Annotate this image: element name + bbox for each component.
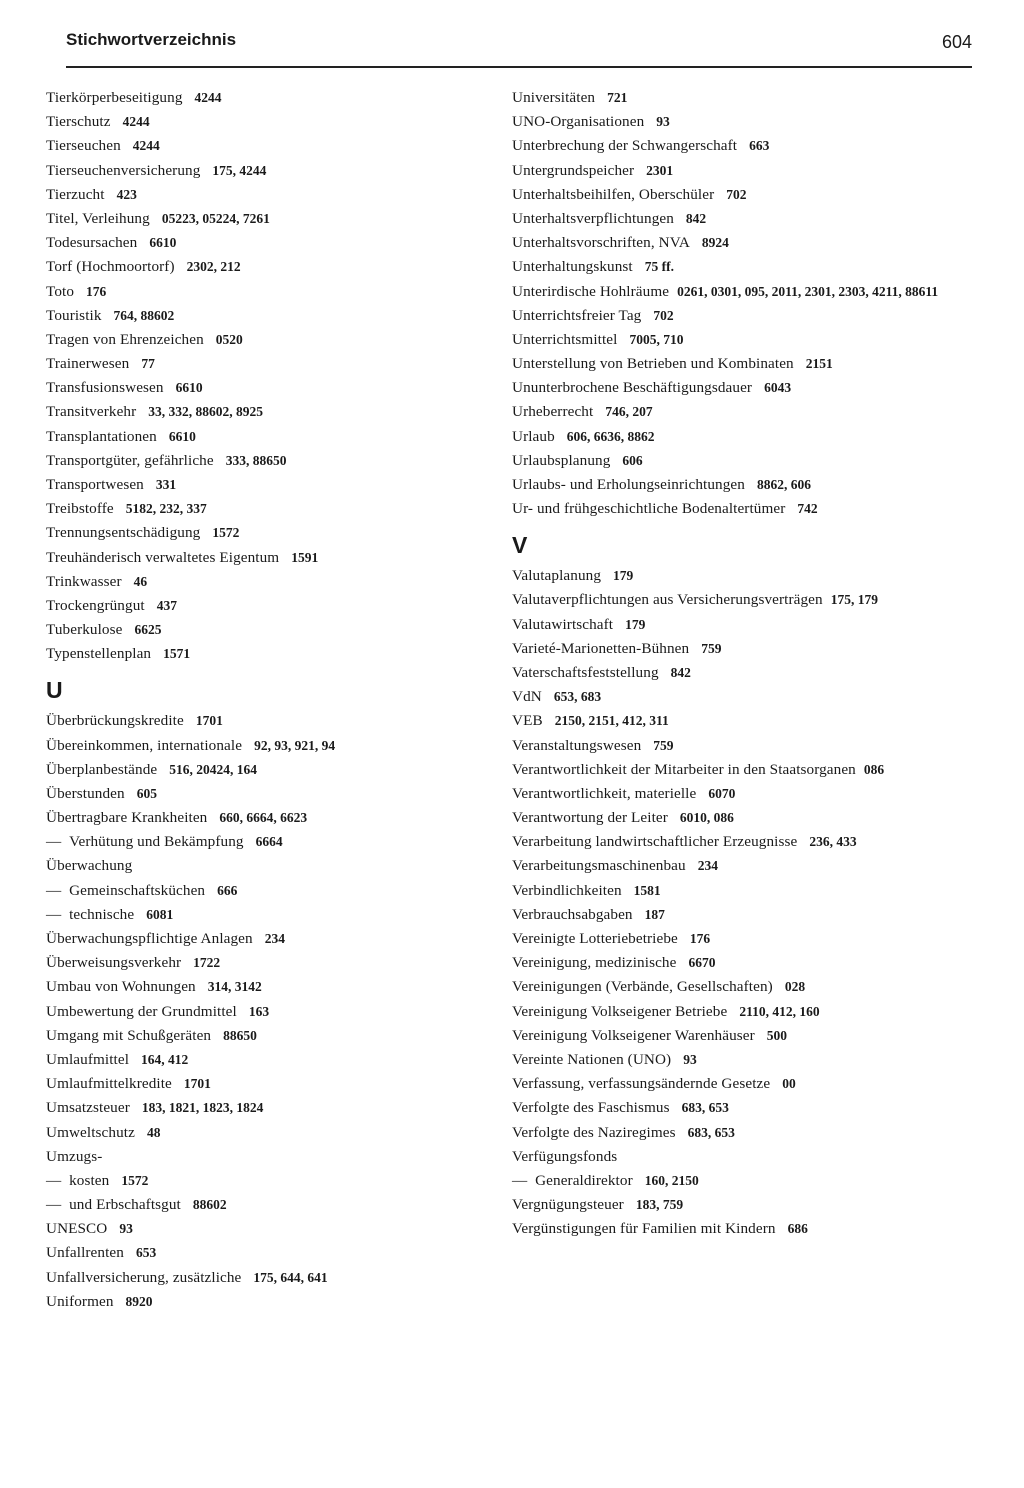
entry-references: 236, 433 (809, 834, 857, 850)
entry-term: Verarbeitungsmaschinenbau (512, 857, 686, 875)
index-entry (512, 1074, 974, 1093)
index-entry (46, 451, 476, 470)
entry-term: Typenstellenplan (46, 645, 152, 663)
entry-references: 759 (653, 737, 674, 753)
index-entry (512, 566, 974, 585)
entry-references: 516, 20424, 164 (169, 761, 257, 777)
entry-term: Toto (46, 282, 75, 300)
index-entry (46, 475, 476, 494)
entry-term: UNO-Organisationen (512, 113, 645, 131)
index-entry (512, 1002, 974, 1021)
index-entry (46, 1268, 476, 1287)
entry-references: 606, 6636, 8862 (566, 428, 655, 444)
entry-references: 179 (613, 568, 634, 584)
entry-references: 163 (248, 1003, 270, 1019)
entry-term: UNESCO (46, 1220, 108, 1238)
index-entry (512, 929, 974, 948)
index-entry (512, 953, 974, 972)
entry-term: Überweisungsverkehr (46, 954, 182, 972)
entry-term: Tuberkulose (46, 621, 123, 639)
entry-references: 92, 93, 921, 94 (254, 737, 336, 753)
entry-references: 33, 332, 88602, 8925 (148, 404, 264, 420)
entry-term: Vergnügungsteuer (512, 1196, 624, 1214)
index-entry (512, 1195, 974, 1214)
entry-term: Überwachungspflichtige Anlagen (46, 930, 253, 947)
entry-term: Unterbrechung der Schwangerschaft (512, 137, 738, 155)
entry-references: 4244 (132, 138, 160, 154)
index-entry (46, 161, 476, 180)
index-entry (512, 1219, 974, 1238)
entry-term: Verantwortung der Leiter (512, 809, 668, 827)
entry-term: Trennungsentschädigung (46, 524, 201, 542)
index-entry (512, 1098, 974, 1117)
entry-term: Umlaufmittelkredite (46, 1075, 172, 1093)
entry-references: 8862, 606 (756, 477, 811, 492)
index-entry (46, 330, 476, 349)
entry-term: Urlaub (512, 427, 555, 445)
entry-references: 1572 (121, 1172, 149, 1188)
entry-references: 234 (264, 931, 285, 946)
entry-term: Urlaubs- und Erholungseinrichtungen (512, 476, 745, 493)
index-entry (512, 161, 974, 180)
index-entry (512, 760, 974, 779)
entry-term: Tierzucht (46, 185, 105, 203)
index-entry (46, 1002, 476, 1021)
index-entry (512, 663, 974, 682)
index-entry (512, 257, 974, 276)
entry-references: 1701 (183, 1076, 211, 1092)
entry-term: Umgang mit Schußgeräten (46, 1026, 212, 1044)
entry-references: 93 (683, 1051, 697, 1067)
index-entry (46, 282, 476, 301)
index-entry (512, 590, 974, 609)
index-entry (46, 736, 476, 755)
entry-term: Unterirdische Hohlräume (512, 282, 670, 300)
index-entry (46, 711, 476, 730)
entry-references: 05223, 05224, 7261 (161, 210, 270, 226)
entry-references: 00 (782, 1076, 796, 1092)
entry-term: Verfolgte des Naziregimes (512, 1123, 676, 1141)
index-entry (512, 639, 974, 658)
index-entry (46, 136, 476, 155)
index-entry (46, 1147, 476, 1166)
index-entry (512, 1026, 974, 1045)
entry-term: Valutaverpflichtungen aus Versicherungsverträgen (512, 591, 823, 609)
index-entry (512, 427, 974, 446)
entry-references: 183, 759 (635, 1197, 684, 1213)
index-entry (512, 136, 974, 155)
entry-references: 702 (726, 186, 747, 202)
entry-references: 48 (146, 1124, 161, 1140)
entry-references: 605 (136, 785, 157, 801)
entry-term: VEB (512, 712, 543, 730)
index-entry (46, 378, 476, 397)
index-entry (46, 306, 476, 325)
entry-references: 742 (797, 501, 818, 517)
entry-references: 176 (86, 283, 107, 299)
entry-references: 6010, 086 (679, 810, 734, 826)
index-entry (46, 620, 476, 639)
entry-term: Unfallversicherung, zusätzliche (46, 1268, 242, 1286)
entry-term: Todesursachen (46, 234, 138, 252)
entry-term: Urheberrecht (512, 403, 594, 421)
page-header (66, 30, 972, 68)
entry-references: 5182, 232, 337 (125, 501, 207, 517)
entry-term: Überplanbestände (46, 760, 158, 778)
index-entry (512, 330, 974, 349)
entry-term: Verantwortlichkeit, materielle (512, 784, 697, 802)
entry-references: 234 (697, 858, 718, 874)
index-entry (512, 1050, 974, 1069)
entry-term: Vaterschaftsfeststellung (512, 663, 659, 681)
index-entry (512, 615, 974, 634)
entry-references: 6070 (708, 785, 736, 801)
entry-term: Verfügungsfonds (512, 1147, 618, 1165)
entry-references: 663 (749, 138, 770, 154)
index-subentry (46, 881, 476, 900)
index-column-left (46, 88, 476, 1316)
entry-term: Tragen von Ehrenzeichen (46, 330, 204, 348)
index-entry (46, 977, 476, 996)
entry-references: 6610 (149, 235, 177, 251)
entry-references: 4244 (194, 90, 222, 105)
entry-references: 702 (653, 307, 674, 323)
entry-references: 6043 (764, 380, 792, 396)
entry-references: 4244 (122, 114, 150, 130)
entry-term: Vereinte Nationen (UNO) (512, 1050, 672, 1068)
entry-references: 160, 2150 (644, 1172, 699, 1188)
entry-term: Vereinigung, medizinische (512, 954, 677, 972)
index-entry (46, 185, 476, 204)
index-entry (46, 1050, 476, 1069)
entry-term: Tierschutz (46, 113, 111, 131)
entry-term: Veranstaltungswesen (512, 736, 642, 754)
entry-references: 1722 (193, 955, 221, 971)
entry-term: Verbindlichkeiten (512, 881, 622, 899)
entry-term: Verarbeitung landwirtschaftlicher Erzeugnisse (512, 833, 798, 851)
entry-term: Unterrichtsfreier Tag (512, 306, 642, 324)
entry-term: Verbrauchsabgaben (512, 905, 633, 923)
entry-references: 6670 (688, 955, 716, 971)
index-entry (512, 451, 974, 470)
index-column-right (512, 88, 974, 1243)
entry-references: 2110, 412, 160 (739, 1003, 820, 1019)
entry-term: Trinkwasser (46, 572, 122, 590)
entry-references: 46 (133, 573, 148, 589)
entry-references: 1581 (633, 882, 661, 898)
index-entry (512, 784, 974, 803)
index-entry (512, 736, 974, 755)
entry-term: Trainerwesen (46, 355, 130, 373)
entry-term: Treibstoffe (46, 500, 114, 518)
entry-term: Umlaufmittel (46, 1050, 130, 1068)
index-entry (512, 282, 974, 301)
entry-references: 606 (622, 452, 643, 468)
entry-term: Unterhaltungskunst (512, 258, 633, 276)
entry-references: 842 (685, 210, 707, 226)
entry-term: Umbau von Wohnungen (46, 978, 196, 996)
index-subentry (512, 1171, 974, 1190)
entry-references: 764, 88602 (113, 307, 175, 323)
index-entry (46, 784, 476, 803)
entry-term: Ur- und frühgeschichtliche Bodenaltertümer (512, 500, 786, 518)
entry-term: Treuhänderisch verwaltetes Eigentum (46, 548, 280, 566)
entry-references: 75 ff. (644, 259, 675, 275)
index-entry (512, 881, 974, 900)
entry-references: 88650 (223, 1027, 257, 1043)
index-entry (46, 808, 476, 827)
entry-term: Tierkörperbeseitigung (46, 89, 183, 106)
index-entry (46, 1123, 476, 1142)
entry-term: Universitäten (512, 89, 596, 106)
entry-term: Transplantationen (46, 427, 157, 445)
entry-references: 028 (784, 979, 806, 995)
index-entry (512, 808, 974, 827)
entry-term: Verfolgte des Faschismus (512, 1099, 670, 1117)
index-entry (46, 209, 476, 228)
entry-term: — Generaldirektor (512, 1172, 633, 1189)
entry-term: — kosten (46, 1172, 109, 1189)
entry-references: 331 (155, 477, 177, 492)
entry-references: 164, 412 (141, 1051, 189, 1067)
entry-term: Umsatzsteuer (46, 1099, 130, 1117)
entry-references: 175, 179 (830, 592, 878, 608)
entry-term: Titel, Verleihung (46, 209, 150, 227)
index-entry (512, 1123, 974, 1142)
entry-references: 653, 683 (553, 689, 602, 705)
index-entry (46, 112, 476, 131)
entry-references: 183, 1821, 1823, 1824 (141, 1100, 264, 1116)
entry-term: Unterhaltsvorschriften, NVA (512, 234, 690, 252)
entry-references: 93 (656, 114, 670, 130)
entry-references: 6081 (146, 906, 174, 922)
index-entry (46, 88, 476, 107)
index-entry (46, 1074, 476, 1093)
entry-term: Vereinigungen (Verbände, Gesellschaften) (512, 978, 773, 996)
entry-term: — und Erbschaftsgut (46, 1196, 181, 1213)
entry-term: Überbrückungskredite (46, 712, 184, 730)
index-entry (46, 548, 476, 567)
index-subentry (46, 1195, 476, 1214)
index-entry (46, 1219, 476, 1238)
entry-term: Unfallrenten (46, 1244, 124, 1262)
entry-references: 683, 653 (687, 1124, 735, 1140)
index-entry (512, 687, 974, 706)
entry-references: 187 (644, 906, 665, 922)
entry-references: 2150, 2151, 412, 311 (554, 713, 669, 729)
entry-references: 0520 (215, 331, 243, 347)
index-entry (512, 306, 974, 325)
page-number: 604 (941, 32, 972, 52)
entry-term: Valutaplanung (512, 567, 602, 585)
entry-references: 6664 (255, 834, 283, 850)
entry-term: Vereinigung Volkseigener Warenhäuser (512, 1026, 755, 1044)
index-entry (46, 856, 476, 875)
index-entry (512, 112, 974, 131)
index-entry (46, 929, 476, 948)
entry-term: Übereinkommen, internationale (46, 736, 243, 754)
entry-references: 88602 (192, 1197, 227, 1213)
entry-references: 686 (787, 1221, 808, 1237)
entry-term: Vereinigte Lotteriebetriebe (512, 930, 678, 947)
entry-term: Torf (Hochmoortorf) (46, 258, 175, 276)
index-entry (512, 233, 974, 252)
entry-references: 437 (156, 597, 177, 613)
index-entry (46, 572, 476, 591)
entry-references: 8924 (701, 235, 729, 251)
index-entry (512, 402, 974, 421)
entry-term: Umzugs- (46, 1147, 103, 1165)
index-subentry (46, 1171, 476, 1190)
index-entry (512, 378, 974, 397)
entry-term: Uniformen (46, 1292, 114, 1310)
index-entry (46, 257, 476, 276)
index-entry (512, 711, 974, 730)
entry-references: 77 (141, 356, 155, 372)
entry-term: Urlaubsplanung (512, 451, 611, 469)
entry-references: 1572 (212, 525, 240, 541)
entry-references: 1571 (163, 646, 191, 662)
entry-references: 746, 207 (605, 404, 653, 420)
entry-references: 175, 4244 (212, 162, 267, 178)
index-subentry (46, 832, 476, 851)
index-entry (512, 905, 974, 924)
index-entry (46, 523, 476, 542)
entry-references: 176 (689, 931, 711, 946)
entry-references: 6625 (134, 622, 162, 638)
index-entry (512, 88, 974, 107)
entry-references: 175, 644, 641 (253, 1269, 328, 1285)
page-title: Stichwortverzeichnis (66, 30, 237, 49)
entry-references: 6610 (175, 380, 203, 396)
entry-term: Transfusionswesen (46, 379, 164, 397)
entry-term: Valutawirtschaft (512, 615, 614, 633)
entry-references: 7005, 710 (629, 331, 684, 347)
index-entry (46, 596, 476, 615)
entry-references: 2151 (805, 356, 833, 372)
entry-term: Vereinigung Volkseigener Betriebe (512, 1002, 728, 1020)
entry-term: Verantwortlichkeit der Mitarbeiter in den Staatsorganen (512, 760, 856, 778)
entry-term: — Gemeinschaftsküchen (46, 882, 205, 899)
entry-references: 0261, 0301, 095, 2011, 2301, 2303, 4211, 88611 (677, 283, 939, 299)
entry-references: 759 (701, 640, 722, 656)
entry-term: Überstunden (46, 784, 125, 802)
index-entry (46, 644, 476, 663)
entry-term: Übertragbare Krankheiten (46, 809, 208, 827)
entry-references: 666 (217, 882, 238, 898)
entry-term: Unterhaltsbeihilfen, Oberschüler (512, 185, 715, 203)
entry-references: 8920 (125, 1293, 153, 1309)
entry-references: 333, 88650 (225, 452, 287, 468)
index-entry (46, 233, 476, 252)
index-entry (512, 1147, 974, 1166)
entry-term: Ununterbrochene Beschäftigungsdauer (512, 379, 753, 397)
index-entry (512, 977, 974, 996)
entry-term: Trockengrüngut (46, 596, 145, 614)
entry-references: 1701 (195, 713, 223, 729)
entry-references: 314, 3142 (207, 979, 262, 995)
index-entry (512, 209, 974, 228)
entry-term: Tierseuchenversicherung (46, 161, 201, 179)
entry-references: 2301 (646, 162, 674, 178)
index-entry (46, 1026, 476, 1045)
entry-term: Umbewertung der Grundmittel (46, 1002, 237, 1020)
entry-references: 653 (135, 1245, 157, 1261)
index-entry (46, 1243, 476, 1262)
index-entry (46, 760, 476, 779)
index-subentry (46, 905, 476, 924)
index-entry (512, 499, 974, 518)
index-entry (46, 1098, 476, 1117)
index-entry (46, 1292, 476, 1311)
entry-references: 179 (625, 616, 646, 632)
entry-term: Unterstellung von Betrieben und Kombinaten (512, 355, 794, 373)
entry-references: 683, 653 (681, 1100, 729, 1116)
index-entry (512, 475, 974, 494)
entry-references: 500 (766, 1027, 788, 1043)
entry-term: Transitverkehr (46, 403, 137, 421)
index-entry (46, 427, 476, 446)
entry-term: Umweltschutz (46, 1123, 135, 1141)
entry-term: Varieté-Marionetten-Bühnen (512, 639, 690, 657)
section-letter: U (46, 677, 63, 704)
entry-term: Unterrichtsmittel (512, 330, 618, 348)
entry-term: — technische (46, 906, 134, 923)
entry-term: Touristik (46, 306, 102, 324)
section-letter: V (512, 532, 528, 559)
index-entry (46, 354, 476, 373)
entry-term: Untergrundspeicher (512, 161, 635, 179)
entry-term: VdN (512, 688, 542, 706)
index-entry (46, 953, 476, 972)
entry-references: 660, 6664, 6623 (219, 810, 308, 826)
entry-references: 721 (607, 90, 628, 105)
entry-term: Vergünstigungen für Familien mit Kindern (512, 1220, 776, 1238)
entry-term: Überwachung (46, 857, 133, 875)
index-entry (512, 185, 974, 204)
entry-term: Unterhaltsverpflichtungen (512, 209, 674, 227)
entry-references: 93 (119, 1221, 133, 1237)
index-entry (512, 856, 974, 875)
entry-references: 6610 (168, 428, 196, 444)
entry-term: — Verhütung und Bekämpfung (46, 833, 244, 850)
index-entry (46, 499, 476, 518)
entry-references: 086 (863, 761, 885, 777)
entry-references: 2302, 212 (186, 259, 241, 275)
entry-references: 1591 (291, 549, 319, 565)
entry-references: 842 (670, 664, 691, 680)
index-entry (512, 354, 974, 373)
index-entry (46, 402, 476, 421)
entry-references: 423 (116, 186, 137, 202)
entry-term: Transportgüter, gefährliche (46, 451, 214, 469)
entry-term: Tierseuchen (46, 137, 121, 155)
entry-term: Transportwesen (46, 476, 144, 493)
entry-term: Verfassung, verfassungsändernde Gesetze (512, 1075, 771, 1093)
index-entry (512, 832, 974, 851)
